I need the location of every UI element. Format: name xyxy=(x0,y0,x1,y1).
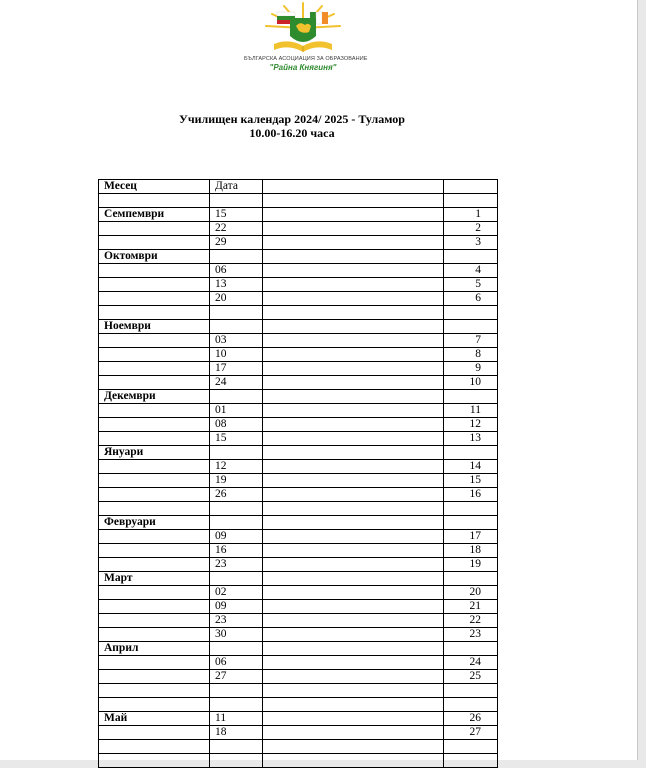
cell-month xyxy=(99,502,210,516)
cell-empty xyxy=(263,684,444,698)
header-date: Дата xyxy=(210,180,263,194)
table-row xyxy=(99,474,498,488)
table-row xyxy=(99,600,498,614)
cell-empty xyxy=(263,754,444,768)
cell-number xyxy=(444,642,498,656)
cell-month xyxy=(99,460,210,474)
logo-organization-text: БЪЛГАРСКА АСОЦИАЦИЯ ЗА ОБРАЗОВАНИЕ xyxy=(244,56,368,62)
cell-date xyxy=(210,698,263,712)
table-row xyxy=(99,656,498,670)
cell-empty xyxy=(263,516,444,530)
cell-empty xyxy=(263,460,444,474)
cell-date xyxy=(210,516,263,530)
table-row xyxy=(99,572,498,586)
cell-number xyxy=(444,740,498,754)
page-edge-shadow xyxy=(637,0,638,760)
cell-empty xyxy=(263,236,444,250)
cell-empty xyxy=(263,334,444,348)
cell-number: 11 xyxy=(444,404,498,418)
cell-empty xyxy=(263,614,444,628)
calendar-table xyxy=(98,179,498,768)
cell-date xyxy=(210,194,263,208)
cell-date: 26 xyxy=(210,488,263,502)
table-row xyxy=(99,390,498,404)
cell-month xyxy=(99,656,210,670)
cell-date xyxy=(210,250,263,264)
cell-date: 19 xyxy=(210,474,263,488)
cell-empty xyxy=(263,474,444,488)
cell-date: 06 xyxy=(210,656,263,670)
table-row xyxy=(99,292,498,306)
header-month: Месец xyxy=(99,180,210,194)
cell-number: 1 xyxy=(444,208,498,222)
table-row xyxy=(99,712,498,726)
cell-number: 26 xyxy=(444,712,498,726)
cell-month: Април xyxy=(99,642,210,656)
cell-month xyxy=(99,194,210,208)
cell-month xyxy=(99,474,210,488)
cell-month xyxy=(99,236,210,250)
cell-number: 23 xyxy=(444,628,498,642)
logo-emblem-icon xyxy=(244,0,362,58)
cell-month xyxy=(99,544,210,558)
table-row xyxy=(99,208,498,222)
cell-number: 4 xyxy=(444,264,498,278)
cell-number: 8 xyxy=(444,348,498,362)
cell-number: 10 xyxy=(444,376,498,390)
cell-empty xyxy=(263,376,444,390)
table-header-row xyxy=(99,180,498,194)
cell-number xyxy=(444,754,498,768)
cell-date xyxy=(210,684,263,698)
cell-empty xyxy=(263,446,444,460)
table-row xyxy=(99,684,498,698)
cell-number xyxy=(444,572,498,586)
cell-date: 15 xyxy=(210,208,263,222)
cell-empty xyxy=(263,194,444,208)
cell-number xyxy=(444,684,498,698)
table-row xyxy=(99,236,498,250)
table-row xyxy=(99,726,498,740)
cell-date xyxy=(210,572,263,586)
cell-date: 12 xyxy=(210,460,263,474)
table-row xyxy=(99,320,498,334)
cell-month xyxy=(99,264,210,278)
cell-month xyxy=(99,600,210,614)
table-row xyxy=(99,740,498,754)
table-row xyxy=(99,502,498,516)
cell-empty xyxy=(263,642,444,656)
cell-number xyxy=(444,698,498,712)
cell-number: 18 xyxy=(444,544,498,558)
document-title: Училищен календар 2024/ 2025 - Туламор xyxy=(179,112,405,126)
document-subtitle: 10.00-16.20 часа xyxy=(249,126,335,140)
cell-empty xyxy=(263,250,444,264)
cell-date: 20 xyxy=(210,292,263,306)
cell-number xyxy=(444,194,498,208)
table-row xyxy=(99,628,498,642)
cell-number xyxy=(444,502,498,516)
table-row xyxy=(99,544,498,558)
cell-date xyxy=(210,502,263,516)
cell-empty xyxy=(263,628,444,642)
cell-empty xyxy=(263,264,444,278)
cell-date xyxy=(210,390,263,404)
table-row xyxy=(99,306,498,320)
cell-date: 27 xyxy=(210,670,263,684)
cell-month: Ноември xyxy=(99,320,210,334)
cell-date: 09 xyxy=(210,600,263,614)
cell-month: Март xyxy=(99,572,210,586)
cell-month xyxy=(99,292,210,306)
table-row xyxy=(99,264,498,278)
table-row xyxy=(99,278,498,292)
table-row xyxy=(99,558,498,572)
cell-date xyxy=(210,320,263,334)
table-row xyxy=(99,670,498,684)
cell-number: 21 xyxy=(444,600,498,614)
cell-number: 14 xyxy=(444,460,498,474)
table-row xyxy=(99,642,498,656)
cell-empty xyxy=(263,320,444,334)
cell-empty xyxy=(263,712,444,726)
cell-number xyxy=(444,250,498,264)
cell-number xyxy=(444,390,498,404)
cell-date: 08 xyxy=(210,418,263,432)
cell-month: Май xyxy=(99,712,210,726)
cell-date: 11 xyxy=(210,712,263,726)
cell-empty xyxy=(263,530,444,544)
cell-date: 06 xyxy=(210,264,263,278)
cell-month: Февруари xyxy=(99,516,210,530)
cell-empty xyxy=(263,544,444,558)
cell-month xyxy=(99,278,210,292)
cell-month xyxy=(99,530,210,544)
table-row xyxy=(99,586,498,600)
cell-number: 27 xyxy=(444,726,498,740)
cell-number: 6 xyxy=(444,292,498,306)
cell-month: Октомври xyxy=(99,250,210,264)
cell-date: 22 xyxy=(210,222,263,236)
cell-date: 23 xyxy=(210,558,263,572)
cell-empty xyxy=(263,502,444,516)
calendar-table-body xyxy=(99,180,498,768)
cell-month: Семпември xyxy=(99,208,210,222)
cell-date: 29 xyxy=(210,236,263,250)
cell-empty xyxy=(263,222,444,236)
cell-empty xyxy=(263,488,444,502)
cell-empty xyxy=(263,208,444,222)
table-row xyxy=(99,530,498,544)
table-row xyxy=(99,488,498,502)
cell-empty xyxy=(263,600,444,614)
table-row xyxy=(99,516,498,530)
cell-date: 18 xyxy=(210,726,263,740)
cell-number xyxy=(444,306,498,320)
cell-empty xyxy=(263,656,444,670)
cell-date xyxy=(210,642,263,656)
table-row xyxy=(99,446,498,460)
cell-number xyxy=(444,446,498,460)
cell-empty xyxy=(263,558,444,572)
cell-month xyxy=(99,222,210,236)
cell-number: 9 xyxy=(444,362,498,376)
cell-empty xyxy=(263,432,444,446)
cell-date: 13 xyxy=(210,278,263,292)
cell-date: 23 xyxy=(210,614,263,628)
cell-month xyxy=(99,404,210,418)
cell-number: 22 xyxy=(444,614,498,628)
cell-month xyxy=(99,334,210,348)
cell-date: 30 xyxy=(210,628,263,642)
cell-month xyxy=(99,376,210,390)
cell-date xyxy=(210,306,263,320)
cell-empty xyxy=(263,404,444,418)
cell-number: 17 xyxy=(444,530,498,544)
cell-date xyxy=(210,446,263,460)
cell-number xyxy=(444,516,498,530)
cell-date: 10 xyxy=(210,348,263,362)
cell-month xyxy=(99,558,210,572)
cell-month xyxy=(99,628,210,642)
table-row xyxy=(99,348,498,362)
cell-month xyxy=(99,684,210,698)
table-row xyxy=(99,754,498,768)
header-empty xyxy=(263,180,444,194)
cell-date: 24 xyxy=(210,376,263,390)
cell-empty xyxy=(263,586,444,600)
cell-number: 24 xyxy=(444,656,498,670)
cell-date xyxy=(210,740,263,754)
cell-number: 2 xyxy=(444,222,498,236)
table-row xyxy=(99,222,498,236)
organization-logo xyxy=(244,0,368,80)
header-number xyxy=(444,180,498,194)
cell-month xyxy=(99,432,210,446)
cell-date: 02 xyxy=(210,586,263,600)
cell-empty xyxy=(263,418,444,432)
cell-empty xyxy=(263,278,444,292)
table-row xyxy=(99,432,498,446)
cell-empty xyxy=(263,306,444,320)
cell-month xyxy=(99,306,210,320)
table-row xyxy=(99,194,498,208)
cell-date: 09 xyxy=(210,530,263,544)
table-row xyxy=(99,418,498,432)
cell-number: 5 xyxy=(444,278,498,292)
cell-empty xyxy=(263,390,444,404)
cell-empty xyxy=(263,698,444,712)
cell-number: 15 xyxy=(444,474,498,488)
cell-month xyxy=(99,488,210,502)
cell-month xyxy=(99,418,210,432)
cell-empty xyxy=(263,348,444,362)
cell-number: 7 xyxy=(444,334,498,348)
cell-number: 19 xyxy=(444,558,498,572)
table-row xyxy=(99,250,498,264)
cell-empty xyxy=(263,362,444,376)
table-row xyxy=(99,334,498,348)
table-row xyxy=(99,362,498,376)
cell-date: 03 xyxy=(210,334,263,348)
cell-month xyxy=(99,754,210,768)
cell-month xyxy=(99,698,210,712)
cell-date: 01 xyxy=(210,404,263,418)
table-row xyxy=(99,404,498,418)
cell-month: Декември xyxy=(99,390,210,404)
cell-date: 16 xyxy=(210,544,263,558)
table-row xyxy=(99,614,498,628)
cell-month xyxy=(99,726,210,740)
cell-number: 3 xyxy=(444,236,498,250)
cell-number: 16 xyxy=(444,488,498,502)
cell-number: 13 xyxy=(444,432,498,446)
cell-date xyxy=(210,754,263,768)
cell-empty xyxy=(263,726,444,740)
cell-month: Януари xyxy=(99,446,210,460)
cell-date: 15 xyxy=(210,432,263,446)
cell-date: 17 xyxy=(210,362,263,376)
table-row xyxy=(99,698,498,712)
cell-month xyxy=(99,614,210,628)
cell-month xyxy=(99,740,210,754)
cell-number: 25 xyxy=(444,670,498,684)
cell-month xyxy=(99,586,210,600)
table-row xyxy=(99,460,498,474)
cell-number: 12 xyxy=(444,418,498,432)
cell-number: 20 xyxy=(444,586,498,600)
table-row xyxy=(99,376,498,390)
cell-month xyxy=(99,670,210,684)
cell-empty xyxy=(263,292,444,306)
cell-empty xyxy=(263,572,444,586)
cell-empty xyxy=(263,670,444,684)
cell-empty xyxy=(263,740,444,754)
cell-month xyxy=(99,362,210,376)
logo-name-text: "Райна Княгиня" xyxy=(269,63,337,72)
cell-number xyxy=(444,320,498,334)
cell-month xyxy=(99,348,210,362)
